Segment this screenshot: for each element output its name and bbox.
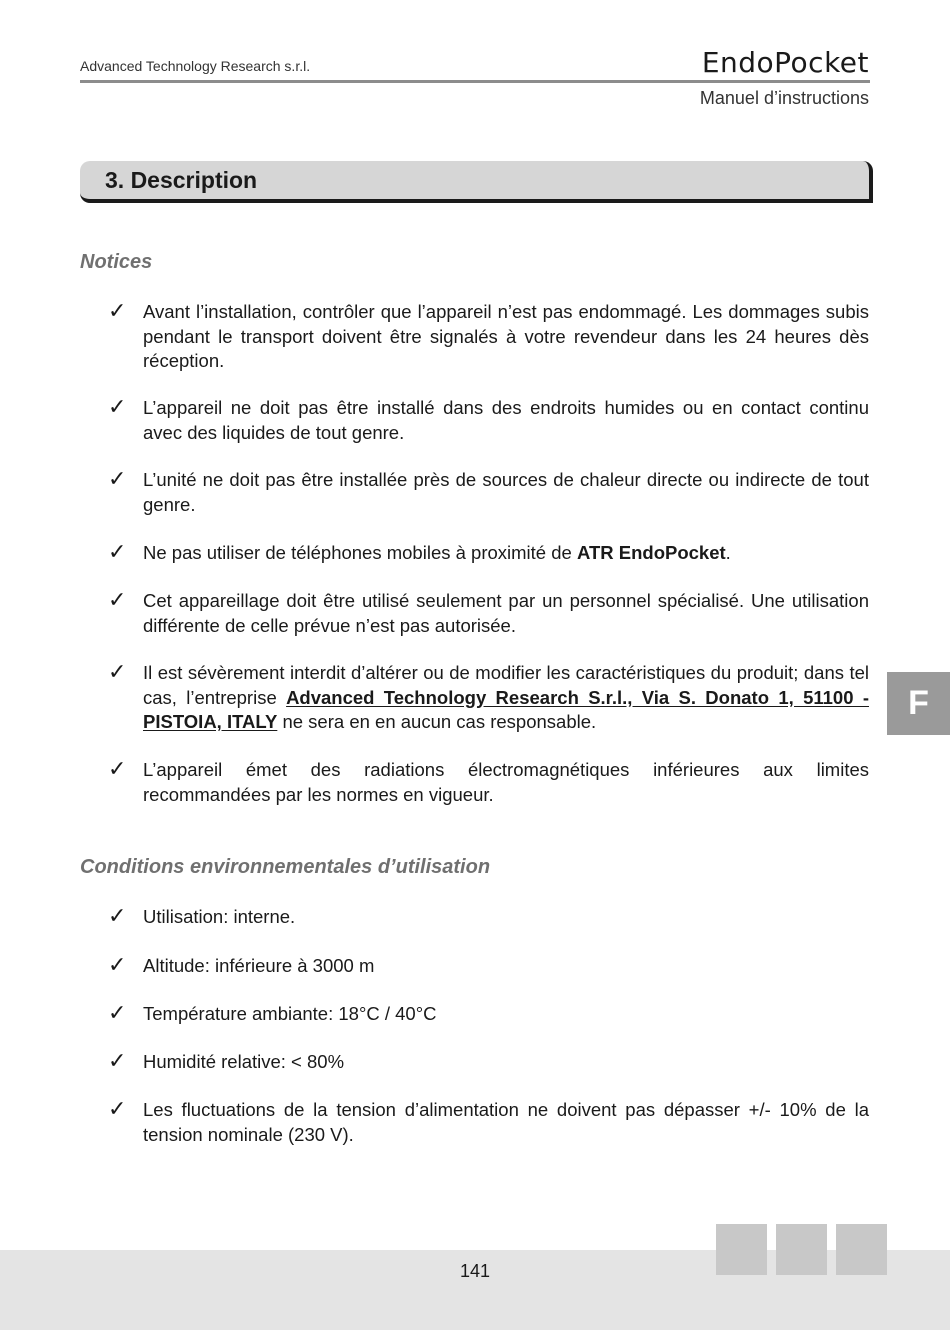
- list-item-text: Température ambiante: 18°C / 40°C: [143, 1003, 437, 1024]
- list-item: [108, 589, 869, 638]
- list-item-text: Altitude: inférieure à 3000 m: [143, 955, 375, 976]
- list-item: [108, 300, 869, 374]
- list-item-text: [143, 541, 869, 566]
- checkmark-icon: ✓: [108, 299, 127, 324]
- notices-heading: Notices: [80, 251, 153, 273]
- list-item-text: Avant l’installation, contrôler que l’appareil n’est pas endommagé. Les dommages subis pendant le transport doivent être signalés à votre revendeur dans les 24 heures dès réception.: [143, 301, 869, 371]
- conditions-heading: Conditions environnementales d’utilisation: [80, 856, 491, 878]
- list-item: [108, 758, 869, 807]
- list-item: [108, 468, 869, 517]
- list-item-text: Humidité relative: < 80%: [143, 1051, 345, 1072]
- checkmark-icon: ✓: [108, 1097, 127, 1122]
- checkmark-icon: ✓: [108, 757, 127, 782]
- checkmark-icon: ✓: [108, 904, 127, 929]
- checkmark-icon: ✓: [108, 953, 127, 978]
- list-item: [108, 541, 869, 566]
- list-item: [108, 1098, 869, 1147]
- list-item: [108, 1002, 869, 1027]
- text-run: Ne pas utiliser de téléphones mobiles à proximité de: [143, 542, 577, 563]
- list-item-text: L’appareil ne doit pas être installé dans des endroits humides ou en contact continu avec des liquides de tout genre.: [143, 397, 869, 443]
- brand-logo: EndoPocket: [701, 46, 869, 79]
- list-item: [108, 661, 869, 735]
- header-rule: [80, 80, 870, 83]
- list-item: [108, 396, 869, 445]
- text-run: ne sera en en aucun cas responsable.: [277, 711, 597, 732]
- checkmark-icon: ✓: [108, 467, 127, 492]
- list-item-text: Utilisation: interne.: [143, 906, 296, 927]
- checkmark-icon: ✓: [108, 395, 127, 420]
- checkmark-icon: ✓: [108, 1049, 127, 1074]
- list-item: [108, 1050, 869, 1075]
- checkmark-icon: ✓: [108, 588, 127, 613]
- checkmark-icon: ✓: [108, 660, 127, 685]
- product-name: ATR EndoPocket: [576, 542, 726, 563]
- document-subtitle: Manuel d’instructions: [699, 88, 869, 108]
- list-item: [108, 954, 869, 979]
- section-title: 3. Description: [105, 167, 258, 193]
- list-item-text: L’unité ne doit pas être installée près de sources de chaleur directe ou indirecte de tout genre.: [143, 469, 869, 515]
- checkmark-icon: ✓: [108, 540, 127, 565]
- checkmark-icon: ✓: [108, 1001, 127, 1026]
- company-name: Advanced Technology Research s.r.l.: [80, 58, 311, 74]
- language-tab: F: [887, 672, 950, 735]
- text-run: Il est sévèrement interdit d’altérer ou de modifier les caractéristiques du produit; dans tel cas, l’entreprise: [143, 662, 869, 708]
- list-item-text: L’appareil émet des radiations électromagnétiques inférieures aux limites recommandées par les normes en vigueur.: [143, 759, 869, 805]
- section-header-bar: [80, 161, 873, 203]
- page-number: 141: [459, 1261, 491, 1281]
- list-item-text: Les fluctuations de la tension d’alimentation ne doivent pas dépasser +/- 10% de la tension nominale (230 V).: [143, 1099, 869, 1145]
- list-item: [108, 905, 869, 930]
- company-address-text: Advanced Technology Research S.r.l., Via S. Donato 1, 51100 - PISTOIA, ITALY: [143, 686, 869, 732]
- list-item-text: Cet appareillage doit être utilisé seulement par un personnel spécialisé. Une utilisation différente de celle prévue n’est pas autorisée.: [143, 590, 869, 636]
- list-item-text: [143, 661, 869, 735]
- text-run: .: [725, 542, 731, 563]
